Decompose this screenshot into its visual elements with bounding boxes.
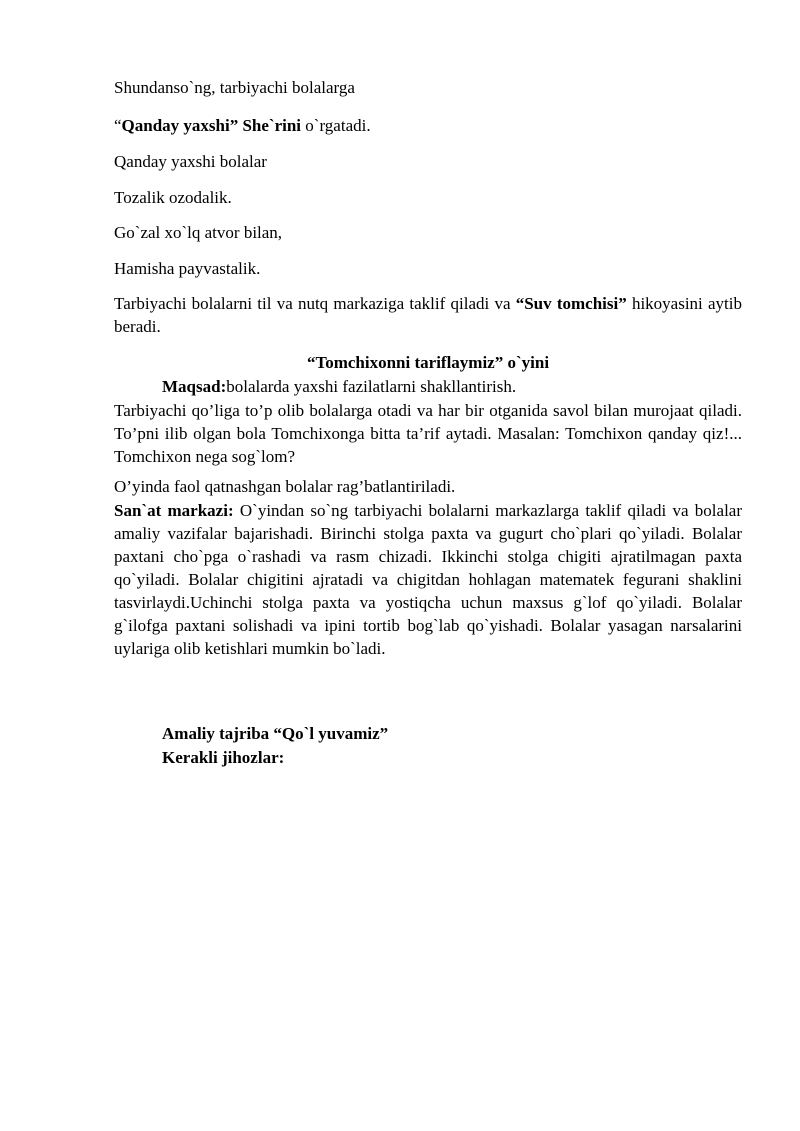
poem-intro-line bbox=[114, 114, 742, 137]
invite-paragraph bbox=[114, 292, 742, 338]
poem-line-1-text: Qanday yaxshi bolalar bbox=[114, 152, 267, 171]
game-title-text: “Tomchixonni tariflaymiz” o`yini bbox=[306, 353, 550, 372]
equipment-heading bbox=[162, 746, 742, 769]
intro-text: Shundanso`ng, tarbiyachi bolalarga bbox=[114, 78, 355, 97]
goal-line bbox=[162, 375, 742, 398]
experiment-title bbox=[162, 722, 742, 745]
story-title: “Suv tomchisi” bbox=[515, 294, 627, 313]
poem-line-2 bbox=[114, 186, 742, 209]
reward-line bbox=[114, 475, 742, 498]
intro-line bbox=[114, 76, 742, 99]
art-center-label: San`at markazi: bbox=[114, 501, 234, 520]
game-title bbox=[114, 351, 742, 374]
game-body-text: Tarbiyachi qo’liga to’p olib bolalarga otadi va har bir otganida savol bilan murojaat qiladi. To’pni ilib olgan bola Tomchixonga bitta ta’rif aytadi. Masalan: Tomchixon qanday qiz!... Tomchixon nega sog`lom? bbox=[114, 401, 742, 466]
poem-line-1 bbox=[114, 150, 742, 173]
invite-text: Tarbiyachi bolalarni til va nutq markaziga taklif qiladi va bbox=[114, 294, 516, 313]
poem-title: Qanday yaxshi” She`rini bbox=[121, 116, 302, 135]
invite-text-end: hikoyasini aytib beradi. bbox=[114, 294, 742, 336]
open-quote: “ bbox=[114, 116, 122, 135]
art-center-text: O`yindan so`ng tarbiyachi bolalarni markazlarga taklif qiladi va bolalar amaliy vazifalar bajarishadi. Birinchi stolga paxta va gugurt cho`plari qo`yiladi. Bolalar paxtani cho`pga o`rashadi va rasm chizadi. Ikkinchi stolga chigiti ajratilmagan paxta qo`yiladi. Bolalar chigitini ajratadi va chigitdan hohlagan matematek fegurani shaklini tasvirlaydi.Uchinchi stolga paxta va yostiqcha uchun maxsus g`lof qo`yiladi. Bolalar g`ilofga paxtani solishadi va ipini tortib bog`lab qo`yishadi. Bolalar yasagan narsalarini uylariga olib ketishlari mumkin bo`ladi. bbox=[114, 501, 742, 658]
art-center-paragraph bbox=[114, 499, 742, 660]
equipment-heading-text: Kerakli jihozlar: bbox=[162, 748, 285, 767]
poem-line-3-text: Go`zal xo`lq atvor bilan, bbox=[114, 223, 283, 242]
experiment-title-text: Amaliy tajriba “Qo`l yuvamiz” bbox=[162, 724, 389, 743]
game-paragraph bbox=[114, 399, 742, 468]
poem-line-4-text: Hamisha payvastalik. bbox=[114, 259, 261, 278]
poem-intro-rest: o`rgatadi. bbox=[301, 116, 371, 135]
goal-text: bolalarda yaxshi fazilatlarni shakllantirish. bbox=[226, 377, 517, 396]
poem-line-2-text: Tozalik ozodalik. bbox=[114, 188, 232, 207]
poem-line-4 bbox=[114, 257, 742, 280]
poem-line-3 bbox=[114, 221, 742, 244]
reward-text: O’yinda faol qatnashgan bolalar rag’batlantiriladi. bbox=[114, 477, 456, 496]
goal-label: Maqsad: bbox=[162, 377, 227, 396]
